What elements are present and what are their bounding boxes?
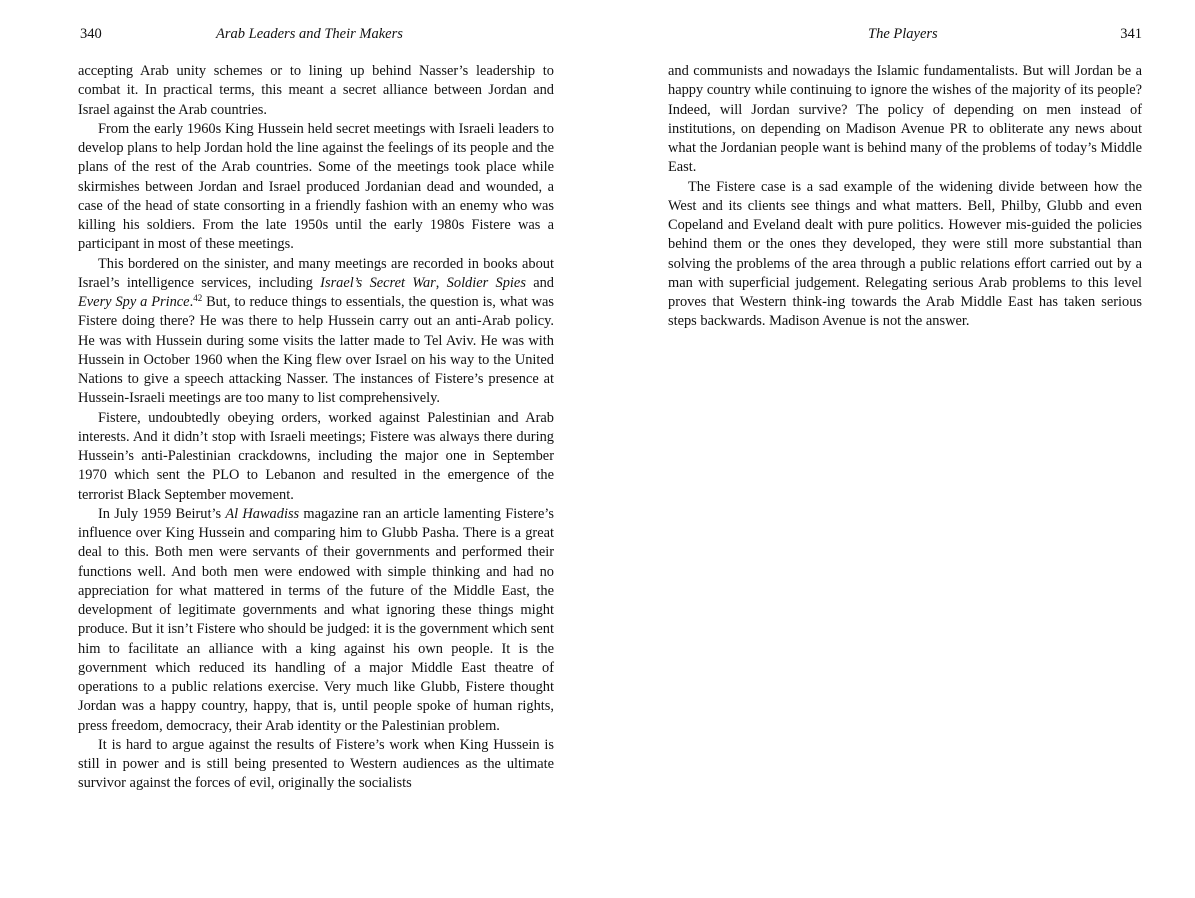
magazine-title-al-hawadiss: Al Hawadiss: [225, 505, 300, 522]
left-paragraph-6: It is hard to argue against the results of Fistere’s work when King Hussein is still in power and is still being presented to Western audiences as the ultimate survivor against the forces of evil, originally the socialists: [78, 736, 554, 792]
text-run: magazine ran an article lamenting Fistere’s influence over King Hussein and comparing him to Glubb Pasha. There is a great deal to this. Both men were servants of their governments and performed their functions well. And both men were endowed with simple thinking and had no appreciation for what mattered in terms of the future of the Middle East, the development of legitimate governments and what ignoring these things might produce. But it isn’t Fistere who should be judged: it is the government which sent him to facilitate an alliance with a king against his own people. It is the government which reduced its handling of a major Middle East theatre of operations to a public relations exercise. Very much like Glubb, Fistere thought Jordan was a happy country, happy, that is, until people spoke of human rights, press freedom, democracy, their Arab identity or the Palestinian problem.: [78, 505, 555, 734]
book-title-every-spy-a-prince: Every Spy a Prince: [78, 294, 190, 310]
text-run: This bordered on the sinister, and many meetings are recorded in books about Israel’s intelligence services, including: [78, 255, 554, 291]
right-running-head: [668, 24, 1142, 50]
text-run: In July 1959 Beirut’s: [98, 505, 226, 522]
left-paragraph-2: From the early 1960s King Hussein held secret meetings with Israeli leaders to develop plans to help Jordan hold the line against the feelings of its people and the plans of the rest of the Arab countries. Some of the meetings took place while skirmishes between Jordan and Israel produced Jordanian dead and wounded, a case of the head of state consorting in a friendly fashion with an enemy who was killing his soldiers. From the late 1950s until the early 1980s Fistere was a participant in most of these meetings.: [78, 120, 554, 253]
book-title-soldier-spies: Soldier Spies: [446, 274, 526, 291]
text-run: ,: [435, 274, 447, 291]
left-paragraph-3: [78, 255, 554, 409]
book-title-israels-secret-war: Israel’s Secret War: [320, 274, 436, 291]
footnote-marker: 42: [193, 293, 203, 303]
text-run: But, to reduce things to essentials, the question is, what was Fistere doing there? He was there to help Hussein carry out an anti-Arab policy. He was with Hussein during some visits the latter made to Tel Aviv. He was with Hussein in October 1960 when the King flew over Israel on his way to the United Nations to give a speech attacking Nasser. The instances of Fistere’s presence at Hussein-Israeli meetings are too many to list comprehensively.: [78, 294, 554, 407]
left-page-body: [78, 62, 554, 794]
left-paragraph-1: accepting Arab unity schemes or to lining up behind Nasser’s leadership to combat it. In practical terms, this meant a secret alliance between Jordan and Israel against the Arab countries.: [78, 63, 554, 118]
right-page: [668, 24, 1142, 332]
text-run: .: [189, 294, 194, 310]
text-run: and: [525, 274, 554, 291]
left-page-number: 340: [80, 26, 102, 42]
left-page: [78, 24, 554, 794]
left-paragraph-5: [78, 505, 554, 736]
left-running-title: Arab Leaders and Their Makers: [216, 26, 403, 42]
left-running-head: [78, 24, 554, 50]
right-paragraph-2: The Fistere case is a sad example of the widening divide between how the West and its clients see things and what matters. Bell, Philby, Glubb and even Copeland and Eveland dealt with pure politics. However mis-guided the policies behind them or the ones they developed, they were still more substantial than solving the problems of the area through a public relations effort carried out by a man with superficial judgement. Relegating serious Arab problems to this level proves that Western think-ing towards the Arab Middle East has taken serious steps backwards. Madison Avenue is not the answer.: [668, 178, 1142, 330]
left-paragraph-4: Fistere, undoubtedly obeying orders, worked against Palestinian and Arab interests. And it didn’t stop with Israeli meetings; Fistere was always there during Hussein’s anti-Palestinian crackdowns, including the major one in September 1970 which sent the PLO to Lebanon and resulted in the emergence of the terrorist Black September movement.: [78, 409, 554, 503]
right-page-body: [668, 62, 1142, 332]
right-page-number: 341: [1120, 26, 1142, 42]
right-paragraph-1: and communists and nowadays the Islamic fundamentalists. But will Jordan be a happy country while continuing to ignore the wishes of the majority of its people? Indeed, will Jordan survive? The policy of depending on men instead of institutions, on depending on Madison Avenue PR to obliterate any news about what the Jordanian people want is behind many of the problems of today’s Middle East.: [668, 63, 1142, 176]
right-running-title: The Players: [868, 26, 938, 42]
